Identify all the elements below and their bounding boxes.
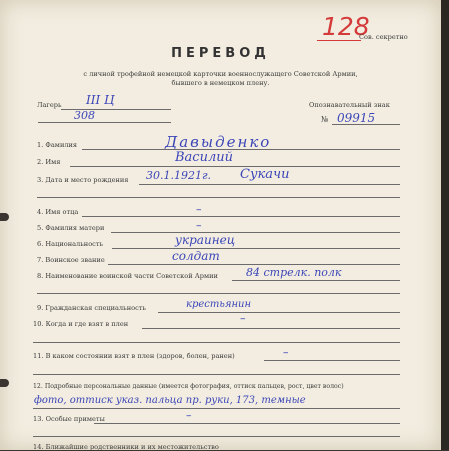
label-part: 7. (37, 256, 44, 264)
field-7-label (37, 256, 105, 264)
punch-hole (0, 379, 9, 387)
field-11-value: – (283, 346, 289, 359)
label-part: 14. (33, 443, 44, 451)
label-part: 9. (37, 304, 44, 312)
field-5-value: – (196, 219, 202, 232)
label-part: Наименование воинской части Советской Армии (45, 272, 218, 280)
field-11-line-2 (33, 374, 400, 375)
label-part: 11. (33, 352, 44, 360)
label-part: Имя (45, 158, 61, 166)
field-1-value: Давыденко (165, 133, 272, 151)
field-5-line (111, 232, 400, 233)
field-4-label (37, 208, 78, 216)
field-4-line (82, 216, 400, 217)
field-6-value: украинец (175, 233, 236, 247)
id-mark-line (332, 124, 400, 125)
camp-value: III Ц (86, 93, 115, 107)
field-10-label (33, 320, 128, 328)
subtitle-line-1: с личной трофейной немецкой карточки военнослужащего Советской Армии, (83, 70, 358, 78)
field-3-line-2 (37, 197, 400, 198)
field-3-label (37, 176, 128, 184)
field-3-place: Сукачи (240, 167, 290, 182)
field-12-value: фото, оттиск указ. пальца пр. руки, 173, темные (34, 395, 306, 406)
field-13-label (33, 415, 105, 423)
field-2-value: Василий (175, 150, 233, 165)
field-4-value: – (196, 203, 202, 216)
field-9-value: крестьянин (186, 299, 252, 310)
field-7-value: солдат (172, 249, 220, 263)
label-part: Национальность (45, 240, 104, 248)
field-3-line (139, 184, 400, 185)
label-part: 5. (37, 224, 44, 232)
field-8-line (232, 280, 400, 281)
field-13-line-2 (33, 436, 400, 437)
field-2-label (37, 158, 60, 166)
label-part: 1. (37, 141, 44, 149)
camp-line-2 (38, 122, 171, 123)
field-12-line (33, 408, 400, 409)
label-part: 2. (37, 158, 44, 166)
label-part: Воинское звание (45, 256, 105, 264)
field-2-line (70, 166, 400, 167)
field-5-label (37, 224, 104, 232)
field-1-label (37, 141, 77, 149)
camp-number: 308 (74, 109, 95, 122)
label-part: Гражданская специальность (45, 304, 147, 312)
label-part: Дата и место рождения (45, 176, 129, 184)
field-13-line (94, 423, 400, 424)
label-part: 3. (37, 176, 44, 184)
field-10-line (142, 328, 400, 329)
document-title: ПЕРЕВОД (171, 46, 270, 61)
field-7-line (108, 264, 400, 265)
label-part: 4. (37, 208, 44, 216)
camp-label: Лагерь (37, 101, 62, 109)
label-part: Ближайшие родственники и их местожительство (45, 443, 219, 451)
field-11-line (264, 360, 400, 361)
id-mark-value: 09915 (337, 111, 376, 125)
label-part: Особые приметы (45, 415, 105, 423)
id-mark-label: Опознавательный знак (309, 101, 390, 109)
label-part: Фамилия (45, 141, 78, 149)
label-part: Имя отца (45, 208, 79, 216)
field-1-line (82, 149, 400, 150)
archive-number-underline (317, 40, 361, 41)
field-8-label (37, 272, 218, 280)
field-8-line-2 (37, 293, 400, 294)
field-9-line (158, 312, 400, 313)
field-3-value: 30.1.1921г. (146, 169, 212, 182)
label-part: В каком состоянии взят в плен (здоров, болен, ранен) (45, 352, 235, 360)
field-10-line-2 (33, 342, 400, 343)
label-part: 10. (33, 320, 44, 328)
label-part: 6. (37, 240, 44, 248)
id-mark-prefix: № (321, 115, 329, 124)
field-13-value: – (186, 409, 192, 422)
field-6-line (112, 248, 400, 249)
field-6-label (37, 240, 103, 248)
field-11-label (33, 352, 235, 360)
field-9-label (37, 304, 146, 312)
label-part: Подробные персональные данные (имеется фотография, оттиск пальцев, рост, цвет волос) (44, 383, 344, 390)
subtitle-line-2: бывшего в немецком плену. (171, 79, 270, 87)
secrecy-label: Сов. секретно (359, 33, 408, 41)
archive-number: 128 (322, 12, 370, 41)
punch-hole (0, 213, 9, 221)
label-part: 8. (37, 272, 44, 280)
label-part: 12. (33, 383, 43, 390)
scan-edge (441, 0, 449, 450)
field-12-label (33, 383, 344, 391)
label-part: 13. (33, 415, 44, 423)
label-part: Когда и где взят в плен (45, 320, 129, 328)
label-part: Фамилия матери (45, 224, 105, 232)
field-8-value: 84 стрелк. полк (246, 266, 342, 279)
field-10-value: – (240, 312, 246, 325)
